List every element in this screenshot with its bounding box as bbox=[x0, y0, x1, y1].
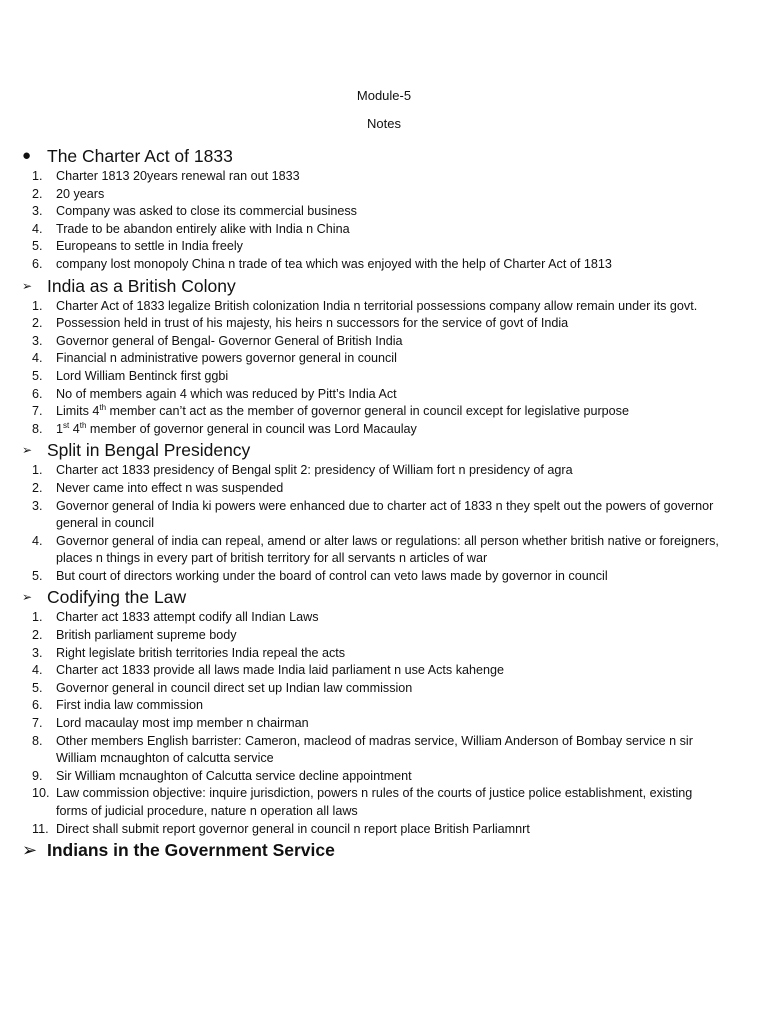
list-item-text: Governor general of India ki powers were enhanced due to charter act of 1833 n they spelt out the powers of governor general in council bbox=[56, 498, 714, 531]
list-number: 8. bbox=[32, 733, 43, 748]
section-title: The Charter Act of 1833 bbox=[47, 146, 233, 166]
list-item-text: But court of directors working under the board of control can veto laws made by governor in council bbox=[56, 568, 608, 583]
list-number: 7. bbox=[32, 404, 43, 419]
list-item bbox=[22, 333, 722, 351]
list-item bbox=[22, 168, 722, 186]
list-number: 8. bbox=[32, 421, 43, 436]
list-item bbox=[22, 386, 722, 404]
list-item-text: Financial n administrative powers governor general in council bbox=[56, 351, 397, 366]
list-item-text: British parliament supreme body bbox=[56, 628, 237, 643]
section-heading bbox=[22, 838, 722, 862]
list-number: 5. bbox=[32, 368, 43, 383]
numbered-list bbox=[22, 462, 722, 585]
list-item bbox=[22, 368, 722, 386]
list-item bbox=[22, 609, 722, 627]
list-item-text: Right legislate british territories India repeal the acts bbox=[56, 645, 346, 660]
arrow-bullet-icon: ➢ bbox=[22, 278, 33, 293]
list-item-text: Charter act 1833 attempt codify all Indian Laws bbox=[56, 610, 319, 625]
list-number: 3. bbox=[32, 333, 43, 348]
list-item-text: 1st 4th member of governor general in council was Lord Macaulay bbox=[56, 420, 417, 436]
list-item bbox=[22, 733, 722, 768]
list-number: 4. bbox=[32, 351, 43, 366]
list-item bbox=[22, 662, 722, 680]
list-item bbox=[22, 186, 722, 204]
list-number: 11. bbox=[32, 821, 49, 836]
list-item-text: Other members English barrister: Cameron, macleod of madras service, William Anderson of Bombay service n sir William mcnaughton of calcutta service bbox=[56, 733, 693, 766]
list-item bbox=[22, 680, 722, 698]
list-item-text: Governor general in council direct set up Indian law commission bbox=[56, 680, 413, 695]
list-item-text: Charter Act of 1833 legalize British colonization India n territorial possessions company allow remain under its govt. bbox=[56, 298, 698, 313]
section-heading bbox=[22, 438, 722, 462]
list-number: 6. bbox=[32, 386, 43, 401]
list-number: 9. bbox=[32, 768, 43, 783]
list-item bbox=[22, 421, 722, 439]
list-number: 2. bbox=[32, 480, 43, 495]
list-item bbox=[22, 627, 722, 645]
list-number: 5. bbox=[32, 568, 43, 583]
list-number: 5. bbox=[32, 239, 43, 254]
list-item bbox=[22, 403, 722, 421]
section-heading bbox=[22, 585, 722, 609]
section-title: India as a British Colony bbox=[47, 275, 236, 296]
list-item bbox=[22, 645, 722, 663]
section-title: Split in Bengal Presidency bbox=[47, 440, 251, 461]
list-number: 10. bbox=[32, 786, 50, 801]
list-number: 1. bbox=[32, 298, 43, 313]
list-number: 5. bbox=[32, 680, 43, 695]
list-item-text: company lost monopoly China n trade of tea which was enjoyed with the help of Charter Act of 1813 bbox=[56, 256, 612, 271]
list-number: 4. bbox=[32, 221, 43, 236]
section-title: Indians in the Government Service bbox=[47, 840, 335, 861]
list-item bbox=[22, 785, 722, 820]
list-number: 6. bbox=[32, 256, 43, 271]
notes-subtitle: Notes bbox=[367, 116, 401, 131]
arrow-bullet-icon: ➢ bbox=[22, 840, 38, 861]
list-item bbox=[22, 256, 722, 274]
list-number: 2. bbox=[32, 316, 43, 331]
list-item-text: Charter act 1833 provide all laws made India laid parliament n use Acts kahenge bbox=[56, 663, 505, 678]
list-item-text: Never came into effect n was suspended bbox=[56, 480, 284, 495]
list-item-text: Limits 4th member can’t act as the member of governor general in council except for legislative purpose bbox=[56, 402, 629, 419]
list-item-text: Company was asked to close its commercial business bbox=[56, 204, 357, 219]
list-item-text: Sir William mcnaughton of Calcutta service decline appointment bbox=[56, 768, 412, 783]
list-item bbox=[22, 697, 722, 715]
numbered-list bbox=[22, 609, 722, 838]
list-number: 2. bbox=[32, 628, 43, 643]
list-item bbox=[22, 298, 722, 316]
list-item bbox=[22, 203, 722, 221]
section-title: Codifying the Law bbox=[47, 587, 187, 608]
module-title: Module-5 bbox=[356, 88, 412, 103]
list-number: 2. bbox=[32, 186, 43, 201]
list-item bbox=[22, 480, 722, 498]
list-item-text: Governor general of Bengal- Governor General of British India bbox=[56, 333, 403, 348]
list-item-text: Law commission objective: inquire jurisdiction, powers n rules of the courts of justice police establishment, existing forms of judicial procedure, nature n operation all laws bbox=[56, 786, 693, 818]
list-item bbox=[22, 238, 722, 256]
list-number: 1. bbox=[32, 610, 43, 625]
list-number: 4. bbox=[32, 533, 43, 548]
list-item-text: Lord macaulay most imp member n chairman bbox=[56, 716, 309, 731]
list-item-text: Direct shall submit report governor general in council n report place British Parliamnrt bbox=[56, 821, 530, 836]
list-item-text: First india law commission bbox=[56, 698, 203, 713]
bullet-icon: ● bbox=[22, 147, 32, 164]
list-item-text: 20 years bbox=[56, 186, 105, 201]
list-item bbox=[22, 768, 722, 786]
list-number: 1. bbox=[32, 169, 43, 183]
list-item-text: No of members again 4 which was reduced by Pitt’s India Act bbox=[56, 386, 397, 401]
list-number: 6. bbox=[32, 698, 43, 713]
list-item bbox=[22, 533, 722, 568]
notes-body bbox=[22, 144, 722, 862]
list-item-text: Charter 1813 20years renewal ran out 1833 bbox=[56, 169, 300, 183]
list-number: 3. bbox=[32, 204, 43, 219]
list-item-text: Europeans to settle in India freely bbox=[56, 239, 243, 254]
list-item bbox=[22, 221, 722, 239]
list-item bbox=[22, 462, 722, 480]
numbered-list bbox=[22, 298, 722, 439]
section-heading bbox=[22, 144, 722, 168]
list-item-text: Lord William Bentinck first ggbi bbox=[56, 368, 229, 383]
list-item-text: Possession held in trust of his majesty, his heirs n successors for the service of govt of India bbox=[56, 316, 569, 331]
numbered-list bbox=[22, 168, 722, 274]
list-item bbox=[22, 568, 722, 586]
list-item-text: Charter act 1833 presidency of Bengal split 2: presidency of William fort n presidency of agra bbox=[56, 463, 573, 478]
list-number: 3. bbox=[32, 498, 43, 513]
list-item-text: Trade to be abandon entirely alike with India n China bbox=[56, 221, 350, 236]
arrow-bullet-icon: ➢ bbox=[22, 590, 33, 605]
list-number: 7. bbox=[32, 716, 43, 731]
list-item-text: Governor general of india can repeal, amend or alter laws or regulations: all person whether british native or foreigners, places n things in every part of british territory for all servants n articles of war bbox=[56, 533, 719, 566]
arrow-bullet-icon: ➢ bbox=[22, 443, 33, 458]
list-item bbox=[22, 821, 722, 839]
section-heading bbox=[22, 274, 722, 298]
list-item bbox=[22, 715, 722, 733]
list-item bbox=[22, 315, 722, 333]
list-item bbox=[22, 498, 722, 533]
list-number: 4. bbox=[32, 663, 43, 678]
list-number: 1. bbox=[32, 463, 43, 478]
list-number: 3. bbox=[32, 645, 43, 660]
list-item bbox=[22, 350, 722, 368]
